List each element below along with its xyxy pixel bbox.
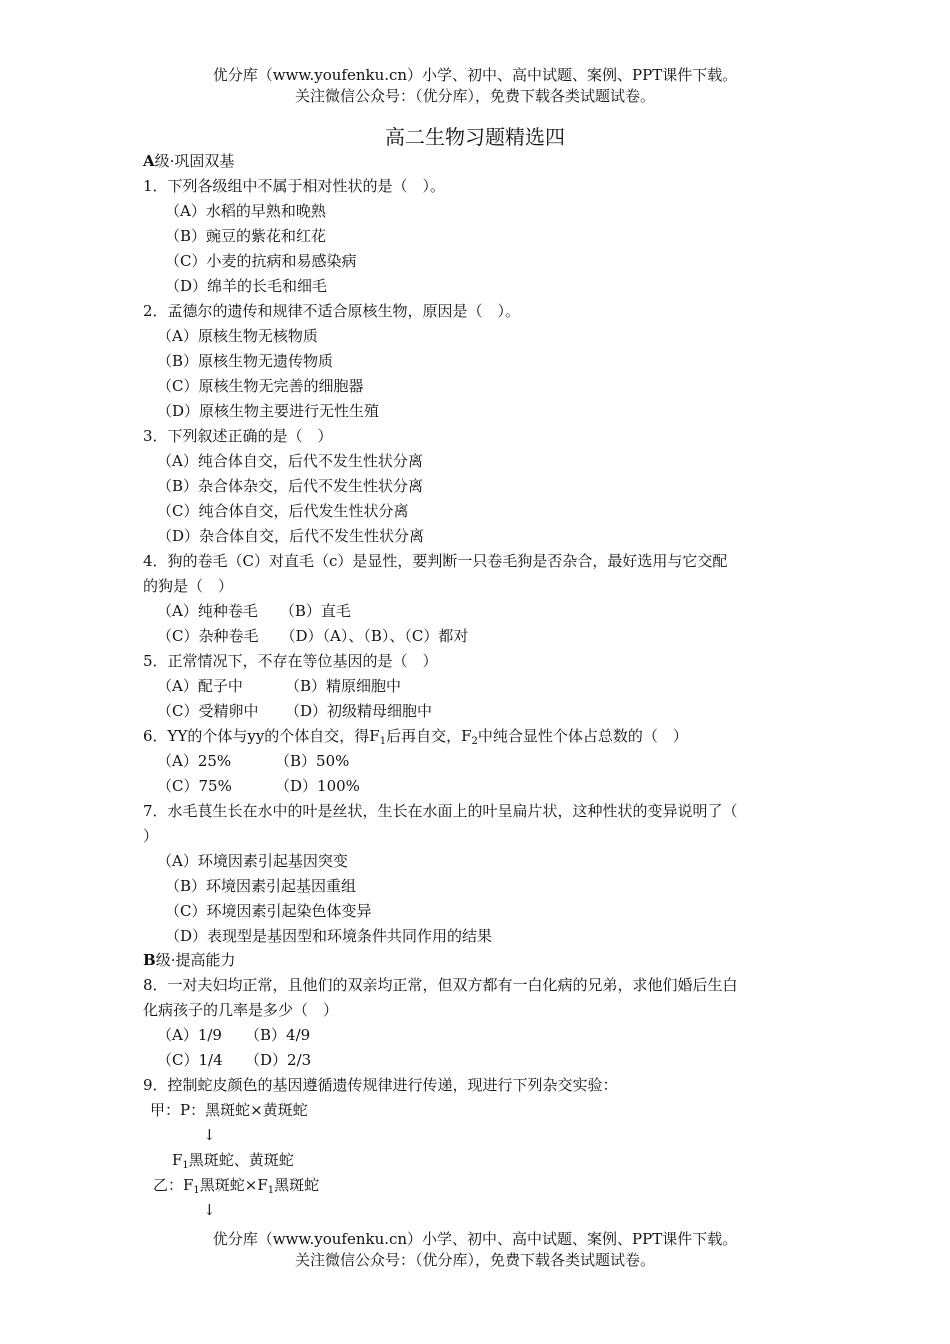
question-8-option-a: （A）1/9: [157, 1026, 222, 1044]
question-5-option-b: （B）精原细胞中: [285, 677, 402, 695]
question-8-option-b: （B）4/9: [245, 1026, 311, 1044]
question-5-options-row-2: [157, 701, 432, 721]
question-8-options-row-2: [157, 1050, 311, 1070]
header-line-2: 关注微信公众号：（优分库），免费下载各类试题试卷。: [294, 87, 655, 105]
question-2-option-a: （A）原核生物无核物质: [157, 327, 318, 345]
question-7-option-d: （D）表现型是基因型和环境条件共同作用的结果: [165, 927, 493, 945]
question-6-option-a: （A）25%: [157, 752, 232, 770]
question-9-cross-a: 甲：P：黑斑蛇×黄斑蛇: [150, 1101, 308, 1119]
question-7-option-a: （A）环境因素引起基因突变: [157, 852, 348, 870]
footer-line-1: 优分库（www.youfenku.cn）小学、初中、高中试题、案例、PPT课件下载。: [212, 1230, 738, 1248]
question-3-option-b: （B）杂合体杂交，后代不发生性状分离: [157, 477, 424, 495]
question-2-option-d: （D）原核生物主要进行无性生殖: [157, 402, 380, 420]
question-5-options-row-1: [157, 676, 401, 696]
question-5-option-c: （C）受精卵中: [157, 702, 259, 720]
question-1-option-c: （C）小麦的抗病和易感染病: [165, 252, 357, 270]
question-7-option-b: （B）环境因素引起基因重组: [165, 877, 357, 895]
question-8-option-d: （D）2/3: [245, 1051, 312, 1069]
question-2-option-b: （B）原核生物无遗传物质: [157, 352, 334, 370]
question-7-stem-line-1: 7．水毛茛生长在水中的叶是丝状，生长在水面上的叶呈扁片状，这种性状的变异说明了（: [143, 802, 738, 820]
question-9-f1-result: $F_1$黑斑蛇、黄斑蛇: [172, 1151, 294, 1171]
question-8-option-c: （C）1/4: [157, 1051, 223, 1069]
footer-line-2: 关注微信公众号：（优分库），免费下载各类试题试卷。: [294, 1251, 655, 1269]
question-1-stem: 1．下列各级组中不属于相对性状的是（ ）。: [143, 177, 446, 195]
question-8-stem-line-1: 8．一对夫妇均正常，且他们的双亲均正常，但双方都有一白化病的兄弟，求他们婚后生白: [143, 976, 738, 994]
question-7-option-c: （C）环境因素引起染色体变异: [165, 902, 372, 920]
question-3-option-a: （A）纯合体自交，后代不发生性状分离: [157, 452, 423, 470]
question-9-arrow-1: ↓: [203, 1126, 216, 1144]
question-9-stem: 9．控制蛇皮颜色的基因遵循遗传规律进行传递，现进行下列杂交实验：: [143, 1076, 618, 1094]
question-9-arrow-2: ↓: [203, 1201, 216, 1219]
page-title: 高二生物习题精选四: [385, 125, 565, 149]
question-6-option-c: （C）75%: [157, 777, 232, 795]
section-heading-b: B级·提高能力: [143, 951, 236, 969]
question-7-stem-line-2: ）: [143, 827, 159, 845]
question-9-cross-b: 乙：$F_1$黑斑蛇$\times F_1$黑斑蛇: [153, 1176, 320, 1196]
header-line-1: 优分库（www.youfenku.cn）小学、初中、高中试题、案例、PPT课件下载。: [212, 66, 738, 84]
question-4-stem-line-2: 的狗是（ ）: [143, 577, 234, 595]
question-5-stem: 5．正常情况下，不存在等位基因的是（ ）: [143, 652, 438, 670]
question-8-stem-line-2: 化病孩子的几率是多少（ ）: [143, 1001, 339, 1019]
question-4-option-d: （D）（A）、（B）、（C）都对: [280, 627, 469, 645]
question-5-option-a: （A）配子中: [157, 677, 243, 695]
question-1-option-d: （D）绵羊的长毛和细毛: [165, 277, 328, 295]
question-1-option-b: （B）豌豆的紫花和红花: [165, 227, 327, 245]
question-3-option-d: （D）杂合体自交，后代不发生性状分离: [157, 527, 425, 545]
question-3-option-c: （C）纯合体自交，后代发生性状分离: [157, 502, 409, 520]
question-4-option-b: （B）直毛: [279, 602, 351, 620]
question-4-stem-line-1: 4．狗的卷毛（C）对直毛（c）是显性，要判断一只卷毛狗是否杂合，最好选用与它交配: [143, 552, 728, 570]
question-1-option-a: （A）水稻的早熟和晚熟: [165, 202, 326, 220]
question-4-options-row-2: [157, 626, 468, 646]
question-8-options-row-1: [157, 1025, 310, 1045]
section-heading-a: A级·巩固双基: [143, 152, 235, 170]
question-5-option-d: （D）初级精母细胞中: [285, 702, 433, 720]
question-2-stem: 2．孟德尔的遗传和规律不适合原核生物，原因是（ ）。: [143, 302, 521, 320]
question-4-options-row-1: [157, 601, 351, 621]
question-6-option-d: （D）100%: [275, 777, 360, 795]
question-6-stem: 6．YY的个体与yy的个体自交，得$F_1$后再自交，$F_2$中纯合显性个体占总数的（ ）: [143, 727, 688, 747]
question-6-options-row-1: [157, 751, 349, 771]
question-6-option-b: （B）50%: [275, 752, 350, 770]
question-4-option-a: （A）纯种卷毛: [157, 602, 258, 620]
question-3-stem: 3．下列叙述正确的是（ ）: [143, 427, 333, 445]
question-4-option-c: （C）杂种卷毛: [157, 627, 259, 645]
question-6-options-row-2: [157, 776, 360, 796]
question-2-option-c: （C）原核生物无完善的细胞器: [157, 377, 364, 395]
